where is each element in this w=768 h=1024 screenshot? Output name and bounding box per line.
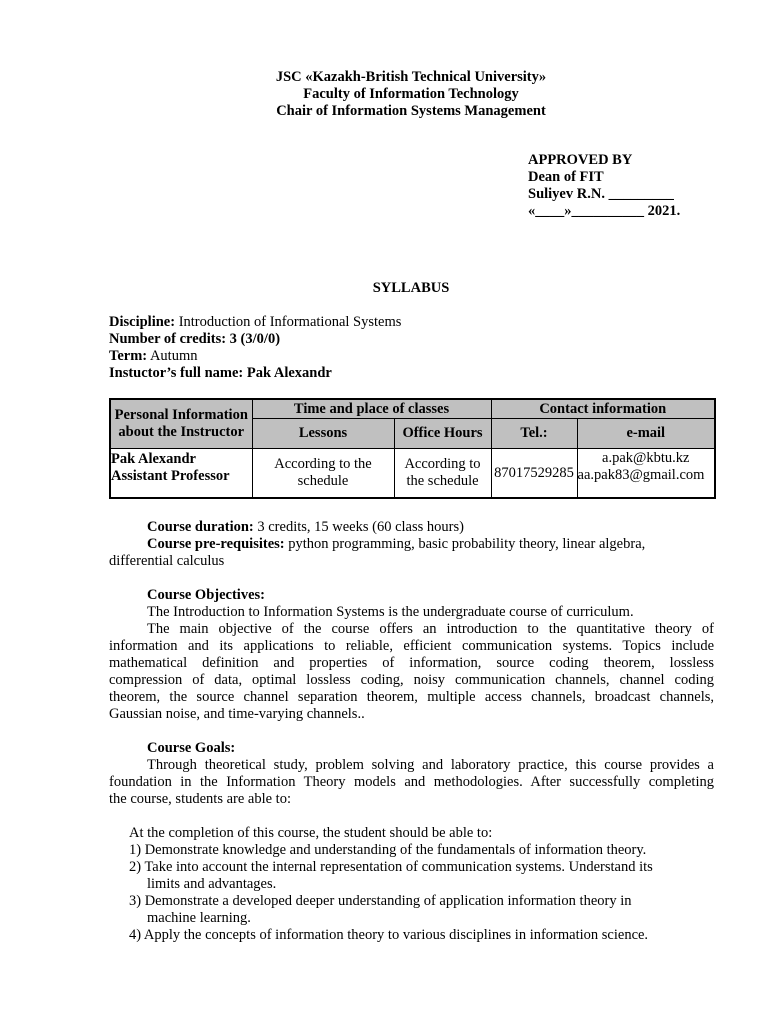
- duration-line: [109, 519, 714, 536]
- list-item-continuation: limits and advantages.: [147, 876, 277, 892]
- approver-role: Dean of FIT: [528, 169, 604, 185]
- course-meta: [109, 314, 401, 382]
- header-time-place: Time and place of classes: [252, 399, 491, 419]
- tel-cell: 87017529285: [491, 449, 577, 499]
- header-office-hours: Office Hours: [394, 419, 491, 449]
- goals-heading: Course Goals:: [147, 740, 236, 756]
- header-lessons: Lessons: [252, 419, 394, 449]
- email-link-1[interactable]: a.pak@kbtu.kz: [602, 450, 690, 466]
- discipline-value: Introduction of Informational Systems: [175, 314, 402, 330]
- prereq-continuation: differential calculus: [109, 553, 225, 569]
- instructor-cell: [110, 449, 252, 499]
- approval-block: [528, 152, 680, 220]
- prereq-value: python programming, basic probability theory, linear algebra,: [284, 536, 646, 552]
- instructor-line: [109, 365, 401, 382]
- instructor-info-table: [109, 398, 716, 499]
- document-header: [0, 69, 768, 120]
- faculty-name: Faculty of Information Technology: [303, 86, 519, 102]
- prereq-label: Course pre-requisites:: [147, 536, 285, 552]
- approval-date-line: «____»__________ 2021.: [528, 203, 681, 219]
- instructor-value: Pak Alexandr: [243, 365, 332, 381]
- duration-value: 3 credits, 15 weeks (60 class hours): [253, 519, 464, 535]
- list-item: 1) Demonstrate knowledge and understanding of the fundamentals of information theory.: [129, 842, 647, 858]
- approver-name-line: Suliyev R.N. _________: [528, 186, 674, 202]
- objectives-intro: The Introduction to Information Systems is the undergraduate course of curriculum.: [147, 604, 634, 620]
- prereq-line: [109, 536, 714, 553]
- header-email: e-mail: [577, 419, 715, 449]
- list-item-continuation: machine learning.: [147, 910, 251, 926]
- goals-text-3: the course, students are able to:: [109, 791, 291, 807]
- list-item: 4) Apply the concepts of information theory to various disciplines in information science.: [129, 927, 649, 943]
- header-personal-info: Personal Information about the Instructor: [110, 399, 252, 449]
- instructor-title: Assistant Professor: [111, 468, 230, 484]
- list-item: 2) Take into account the internal representation of communication systems. Understand its: [129, 859, 653, 875]
- university-name: JSC «Kazakh-British Technical University»: [275, 69, 547, 85]
- objectives-text-5: theorem, the source channel separation theorem, multiple access channels, broadcast channels,: [109, 689, 714, 705]
- goals-text-2: foundation in the Information Theory models and methodologies. After successfully completing: [109, 774, 714, 790]
- objectives-text-3: mathematical definition and properties of information, source coding theorem, lossless: [109, 655, 714, 671]
- goals-text-1: Through theoretical study, problem solving and laboratory practice, this course provides a: [147, 757, 714, 773]
- list-item: 3) Demonstrate a developed deeper understanding of application information theory in: [129, 893, 632, 909]
- term-line: [109, 348, 401, 365]
- credits-line: Number of credits: 3 (3/0/0): [109, 331, 281, 347]
- duration-label: Course duration:: [147, 519, 254, 535]
- objectives-text-4: compression of data, optimal lossless coding, noisy communication channels, channel coding: [109, 672, 714, 688]
- office-hours-cell: According to the schedule: [394, 449, 491, 499]
- term-label: Term:: [109, 348, 148, 364]
- term-value: Autumn: [147, 348, 198, 364]
- header-tel: Tel.:: [491, 419, 577, 449]
- completion-intro: At the completion of this course, the student should be able to:: [129, 825, 493, 841]
- approved-by: APPROVED BY: [528, 152, 633, 168]
- table-row: [110, 449, 715, 499]
- document-title: SYLLABUS: [372, 280, 450, 296]
- lessons-cell: According to the schedule: [252, 449, 394, 499]
- email-cell: [577, 449, 715, 499]
- course-description: [109, 519, 714, 944]
- header-contact: Contact information: [491, 399, 715, 419]
- discipline-label: Discipline:: [109, 314, 176, 330]
- instructor-name: Pak Alexandr: [111, 451, 196, 467]
- objectives-heading: Course Objectives:: [147, 587, 265, 603]
- discipline-line: [109, 314, 401, 331]
- instructor-label: Instuctor’s full name:: [109, 365, 244, 381]
- objectives-text-2: information and its applications to reliable, efficient communication systems. Topics include: [109, 638, 714, 654]
- chair-name: Chair of Information Systems Management: [276, 103, 546, 119]
- objectives-text-1: The main objective of the course offers an introduction to the quantitative theory of: [147, 621, 714, 637]
- email-link-2[interactable]: aa.pak83@gmail.com: [577, 467, 705, 483]
- objectives-text-6: Gaussian noise, and time-varying channels..: [109, 706, 365, 722]
